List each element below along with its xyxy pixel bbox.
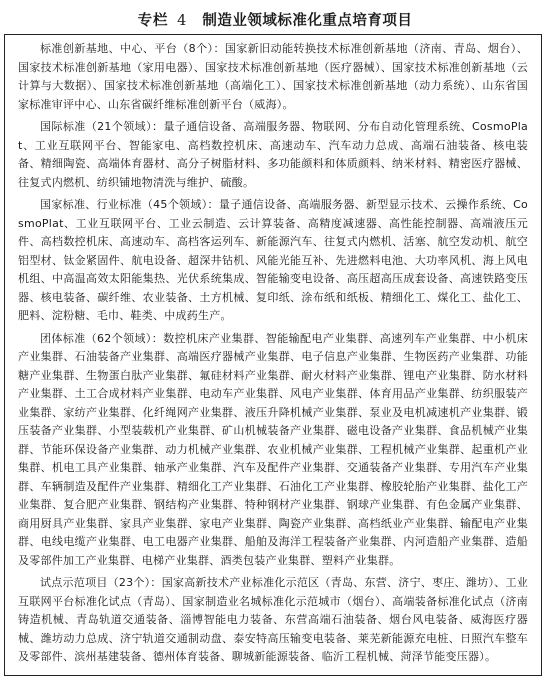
column-number: 4 [177,13,187,29]
section-national-industry-standards: 国家标准、行业标准（45个领域）：量子通信设备、高端服务器、新型显示技术、云操作系统、CosmoPlat、工业互联网平台、工业云制造、云计算装备、高精度减速器、高性能控制器、高端液压元件、高档数控机床、高速动车、高档客运列车、新能源汽车、往复式内燃机、活塞、航空发动机、航空铝型材、钛金紧固件、航电设备、超深井钻机、风能光能互补、先进燃料电池、大功率风机、海上风电机组、中高温高效太阳能集热、光伏系统集成、智能输变电设备、高压超高压成套设备、高速铁路变压器、核电装备、碳纤维、农业装备、土方机械、复印纸、涂布纸和纸板、精细化工、煤化工、盐化工、肥料、淀粉糖、毛巾、鞋类、中成药生产。 [18,198,528,322]
page-title [0,9,550,30]
content-box [4,34,542,676]
section-international-standards: 国际标准（21个领域）：量子通信设备、高端服务器、物联网、分布自动化管理系统、CosmoPlat、工业互联网平台、智能家电、高档数控机床、高速动车、汽车动力总成、高端石油装备、核电装备、精细陶瓷、高端体育器材、高分子树脂材料、多功能颜料和体质颜料、纳米材料、精密医疗器械、往复式内燃机、纺织铺地物清洗与维护、硫酸。 [18,120,528,189]
column-title: 制造业领域标准化重点培育项目 [202,13,413,29]
section-innovation-bases: 标准创新基地、中心、平台（8个）：国家新旧动能转换技术标准创新基地（济南、青岛、烟台）、国家技术标准创新基地（家用电器）、国家技术标准创新基地（医疗器械）、国家技术标准创新基地（云计算与大数据）、国家技术标准创新基地（高端化工）、国家技术标准创新基地（动力系统）、山东省国家标准审评中心、山东省碳纤维标准创新平台（威海）。 [18,42,528,111]
column-label: 专栏 [137,13,169,29]
section-pilot-projects: 试点示范项目（23个）：国家高新技术产业标准化示范区（青岛、东营、济宁、枣庄、潍坊）、工业互联网平台标准化试点（青岛）、国家制造业名城标准化示范城市（烟台）、高端装备标准化试点（济南铸造机械、青岛轨道交通装备、淄博智能电力装备、东营高端石油装备、烟台风电装备、威海医疗器械、潍坊动力总成、济宁轨道交通制动盘、泰安特高压输变电装备、莱芜新能源充电桩、日照汽车整车及零部件、滨州基建装备、德州体育装备、聊城新能源装备、临沂工程机械、菏泽节能变压器）。 [18,576,528,663]
section-group-standards: 团体标准（62个领域）：数控机床产业集群、智能输配电产业集群、高速列车产业集群、中小机床产业集群、石油装备产业集群、高端医疗器械产业集群、电子信息产业集群、生物医药产业集群、功能糖产业集群、生物蛋白肽产业集群、氟硅材料产业集群、耐火材料产业集群、锂电产业集群、防水材料产业集群、土工合成材料产业集群、电动车产业集群、风电产业集群、体育用品产业集群、纺织服装产业集群、家纺产业集群、化纤绳网产业集群、液压升降机械产业集群、泵业及电机减速机产业集群、锻压装备产业集群、小型装载机产业集群、矿山机械装备产业集群、磁电设备产业集群、食品机械产业集群、节能环保设备产业集群、动力机械产业集群、农业机械产业集群、工程机械产业集群、起重机产业集群、机电工具产业集群、轴承产业集群、汽车及配件产业集群、交通装备产业集群、专用汽车产业集群、车辆制造及配件产业集群、精细化工产业集群、石油化工产业集群、橡胶轮胎产业集群、盐化工产业集群、复合肥产业集群、钢结构产业集群、特种钢材产业集群、钢球产业集群、有色金属产业集群、商用厨具产业集群、家具产业集群、家电产业集群、陶瓷产业集群、高档纸业产业集群、输配电产业集群、电线电缆产业集群、电工电器产业集群、船舶及海洋工程装备产业集群、内河造船产业集群、造船及零部件加工产业集群、电梯产业集群、酒类包装产业集群、塑料产业集群。 [18,331,528,567]
